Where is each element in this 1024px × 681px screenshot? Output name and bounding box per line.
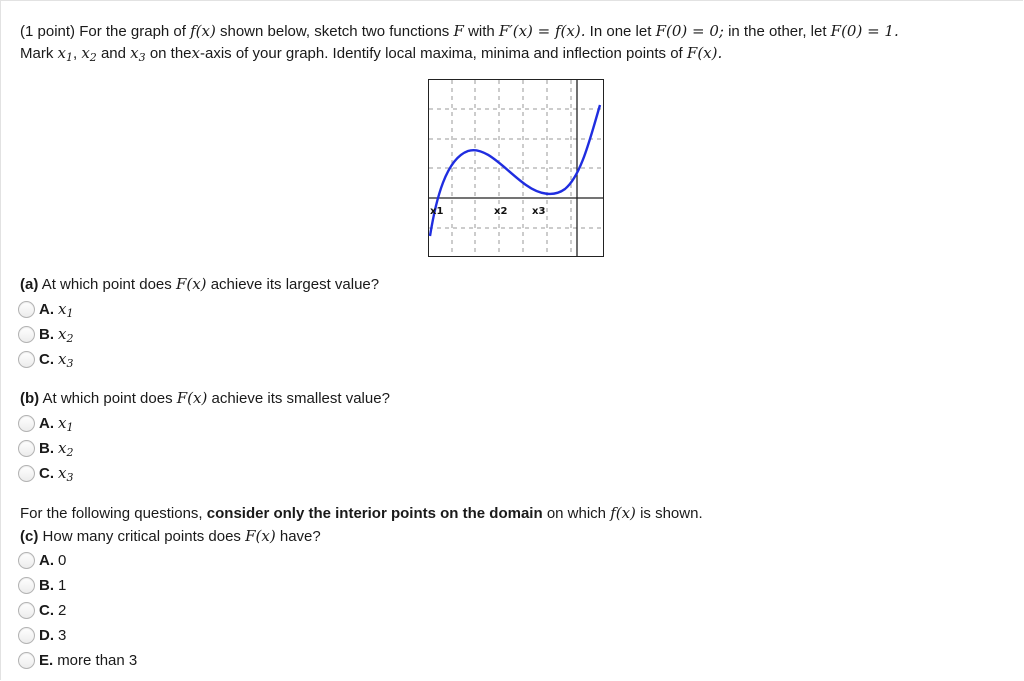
option-letter: B. — [39, 325, 54, 343]
option-letter: B. — [39, 439, 54, 457]
option-value: $x_3$ — [58, 350, 74, 370]
problem-statement-line-1 — [20, 21, 899, 42]
option-a-B[interactable] — [18, 324, 73, 344]
radio-button[interactable] — [18, 440, 35, 457]
option-letter: C. — [39, 464, 54, 482]
option-letter: A. — [39, 300, 54, 318]
option-b-A[interactable] — [18, 413, 73, 433]
option-value: 1 — [58, 576, 67, 594]
note-text: on which — [546, 505, 607, 522]
option-value: 0 — [58, 551, 67, 569]
option-c-D[interactable] — [18, 625, 66, 645]
math-Fx: F(x) — [245, 527, 276, 545]
option-value: more than 3 — [57, 651, 138, 669]
radio-button[interactable] — [18, 326, 35, 343]
math-Fx: F(x) — [176, 389, 208, 407]
statement-text: shown below, sketch two functions — [220, 23, 450, 40]
option-letter: E. — [39, 651, 54, 669]
statement-text: -axis of your graph. Identify local maxima, minima and inflection points of — [200, 45, 683, 62]
question-b — [20, 388, 390, 409]
question-c — [20, 526, 321, 547]
math-x2: $x_2$ — [81, 44, 97, 64]
radio-button[interactable] — [18, 301, 35, 318]
problem-statement-line-2 — [20, 43, 722, 64]
option-value: $x_2$ — [58, 439, 74, 459]
radio-button[interactable] — [18, 465, 35, 482]
option-value: $x_1$ — [58, 414, 74, 434]
statement-text: in the other, let — [728, 23, 827, 40]
radio-button[interactable] — [18, 552, 35, 569]
statement-text: For the graph of — [79, 23, 186, 40]
graph-label-x1: x1 — [430, 206, 444, 217]
math-equation-F0-1: F(0) = 1. — [830, 22, 899, 40]
option-b-B[interactable] — [18, 438, 73, 458]
question-text: have? — [279, 528, 321, 545]
radio-button[interactable] — [18, 415, 35, 432]
option-letter: C. — [39, 350, 54, 368]
option-letter: D. — [39, 626, 54, 644]
option-value: $x_2$ — [58, 325, 74, 345]
question-c-label: (c) — [20, 528, 39, 545]
note-bold-text: consider only the interior points on the domain — [206, 505, 543, 522]
option-letter: A. — [39, 414, 54, 432]
math-equation-derivative: F′(x) = f(x). — [498, 22, 586, 40]
points-label: (1 point) — [20, 23, 76, 40]
option-value: $x_3$ — [58, 464, 74, 484]
option-a-A[interactable] — [18, 299, 73, 319]
radio-button[interactable] — [18, 602, 35, 619]
note-text: is shown. — [640, 505, 703, 522]
option-value: $x_1$ — [58, 300, 74, 320]
question-b-label: (b) — [20, 390, 40, 407]
question-a-label: (a) — [20, 276, 39, 293]
radio-button[interactable] — [18, 577, 35, 594]
math-x3: $x_3$ — [130, 44, 146, 64]
option-c-A[interactable] — [18, 550, 66, 570]
statement-text: Mark — [20, 45, 54, 62]
math-equation-F0-0: F(0) = 0; — [655, 22, 724, 40]
question-a — [20, 274, 379, 295]
comma: , — [72, 45, 78, 62]
statement-text: with — [468, 23, 495, 40]
option-b-C[interactable] — [18, 463, 73, 483]
statement-text: and — [100, 45, 126, 62]
math-Fx: F(x). — [686, 44, 723, 62]
question-text: achieve its smallest value? — [211, 390, 390, 407]
option-letter: B. — [39, 576, 54, 594]
radio-button[interactable] — [18, 627, 35, 644]
option-letter: A. — [39, 551, 54, 569]
graph-label-x3: x3 — [532, 206, 546, 217]
option-value: 2 — [58, 601, 67, 619]
question-text: At which point does — [42, 390, 173, 407]
option-value: 3 — [58, 626, 67, 644]
function-graph — [428, 79, 604, 257]
note-text: For the following questions, — [20, 505, 203, 522]
statement-text: on the — [149, 45, 192, 62]
radio-button[interactable] — [18, 351, 35, 368]
math-x1: $x_1$ — [57, 44, 73, 64]
math-F: F — [453, 22, 464, 40]
math-Fx: F(x) — [175, 275, 207, 293]
interior-points-note — [20, 503, 703, 524]
question-text: achieve its largest value? — [210, 276, 380, 293]
option-c-C[interactable] — [18, 600, 66, 620]
radio-button[interactable] — [18, 652, 35, 669]
option-a-C[interactable] — [18, 349, 73, 369]
graph-label-x2: x2 — [494, 206, 508, 217]
math-x: x — [191, 44, 200, 62]
math-fx: f(x) — [610, 504, 636, 522]
question-text: At which point does — [41, 276, 172, 293]
option-letter: C. — [39, 601, 54, 619]
math-fx: f(x) — [190, 22, 216, 40]
option-c-B[interactable] — [18, 575, 66, 595]
statement-text: In one let — [589, 23, 652, 40]
option-c-E[interactable] — [18, 650, 137, 670]
question-text: How many critical points does — [42, 528, 241, 545]
